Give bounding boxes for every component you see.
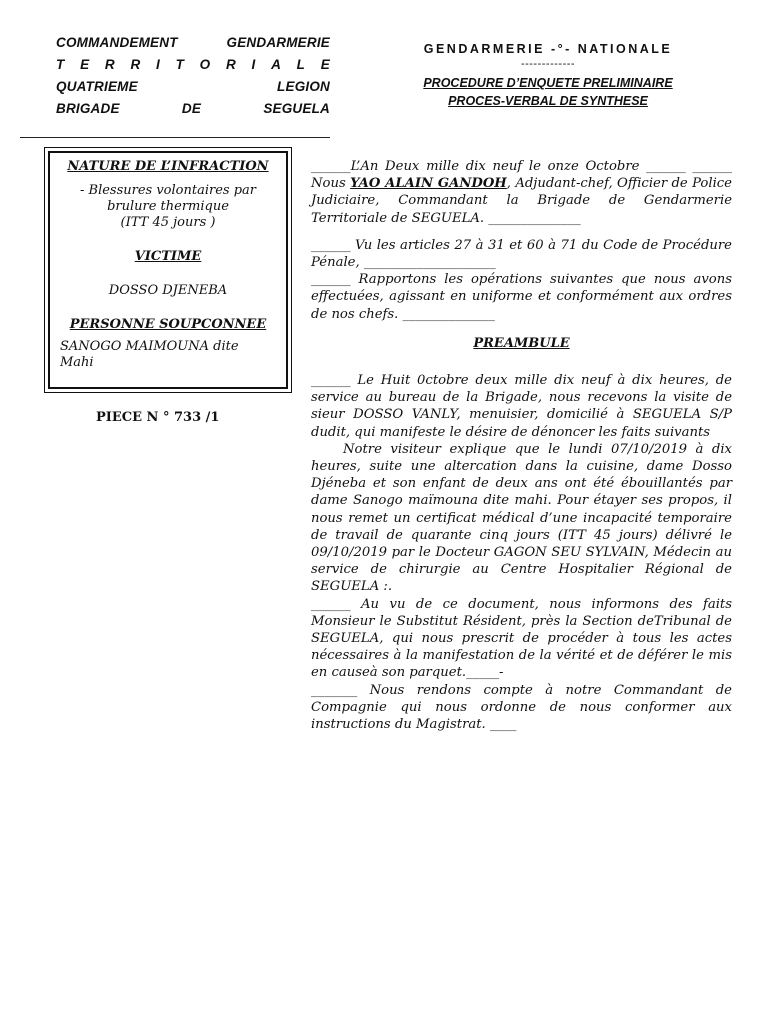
victime-title: VICTIME [134, 249, 202, 264]
case-summary-inner [48, 151, 288, 389]
dash-separator: ------------- [520, 58, 576, 70]
left-header-line-2: T E R R I T O R I A L E [56, 57, 330, 72]
left-header-line-4: BRIGADE DE SEGUELA [56, 101, 330, 116]
victime-name: DOSSO DJENEBA [108, 283, 228, 298]
left-header-line-1: COMMANDEMENT GENDARMERIE [56, 35, 330, 50]
piece-number: PIECE N ° 733 /1 [96, 410, 220, 425]
paragraph-commandant: _______ Nous rendons compte à notre Commandant de Compagnie qui nous ordonne de nous conformer aux instructions du Magistrat. ____ [311, 682, 732, 733]
nature-text-1: - Blessures volontaires par [79, 183, 256, 198]
paragraph-visit: ______ Le Huit 0ctobre deux mille dix neuf à dix heures, de service au bureau de la Brigade, nous recevons la visite de sieur DOSSO VANLY, menuisier, domicilié à SEGUELA S/P dudit, qui manifeste le désire de dénoncer les faits suivants [311, 373, 732, 440]
suspect-name-1: SANOGO MAIMOUNA dite [60, 339, 239, 354]
left-header-line-3: QUATRIEME LEGION [56, 79, 330, 94]
officer-name: YAO ALAIN GANDOH [350, 176, 507, 192]
left-header [56, 32, 330, 120]
paragraph-opening: ______L’An Deux mille dix neuf le onze Octobre ______ ______ Nous YAO ALAIN GANDOH, Adjudant-chef, Officier de Police Judiciaire, Commandant la Brigade de Gendarmerie Territoriale de SEGUELA. ______________ [311, 159, 732, 226]
preambule-title: PREAMBULE [473, 335, 570, 351]
nature-text-3: (ITT 45 jours ) [120, 215, 216, 230]
right-header [362, 40, 734, 110]
paragraph-operations: ______ Rapportons les opérations suivantes que nous avons effectuées, agissant en uniforme et conformément aux ordres de nos chefs. ______________ [311, 272, 732, 322]
paragraph-facts: Notre visiteur explique que le lundi 07/10/2019 à dix heures, suite une altercation dans la cuisine, dame Dosso Djéneba et son enfant de deux ans ont été ébouillantés par dame Sanogo maïmouna dite mahi. Pour étayer ses propos, il nous remet un certificat médical d’une incapacité temporaire de travail de quarante cinq jours (ITT 45 jours) délivré le 09/10/2019 par le Docteur GAGON SEU SYLVAIN, Médecin au service de chirurgie au Centre Hospitalier Régional de SEGUELA :. [311, 441, 732, 595]
procedure-title: PROCEDURE D’ENQUETE PRELIMINAIRE [423, 76, 673, 90]
suspect-name-2: Mahi [60, 355, 94, 370]
case-summary-box [44, 147, 292, 393]
main-text [311, 158, 732, 733]
pv-title: PROCES-VERBAL DE SYNTHESE [448, 94, 648, 108]
nature-text-2: brulure thermique [107, 199, 229, 214]
header-divider [20, 137, 330, 138]
suspect-title: PERSONNE SOUPCONNEE [69, 317, 267, 332]
nature-title: NATURE DE L’INFRACTION [67, 159, 269, 174]
gendarmerie-title: GENDARMERIE -°- NATIONALE [423, 42, 673, 56]
paragraph-articles: ______ Vu les articles 27 à 31 et 60 à 71 du Code de Procédure Pénale, ____________________ [311, 237, 732, 271]
paragraph-substitut: ______ Au vu de ce document, nous informons des faits Monsieur le Substitut Résident, près la Section deTribunal de SEGUELA, qui nous prescrit de procéder à tous les actes nécessaires à la manifestation de la vérité et de déférer le mis en causeà son parquet._____- [311, 596, 732, 681]
